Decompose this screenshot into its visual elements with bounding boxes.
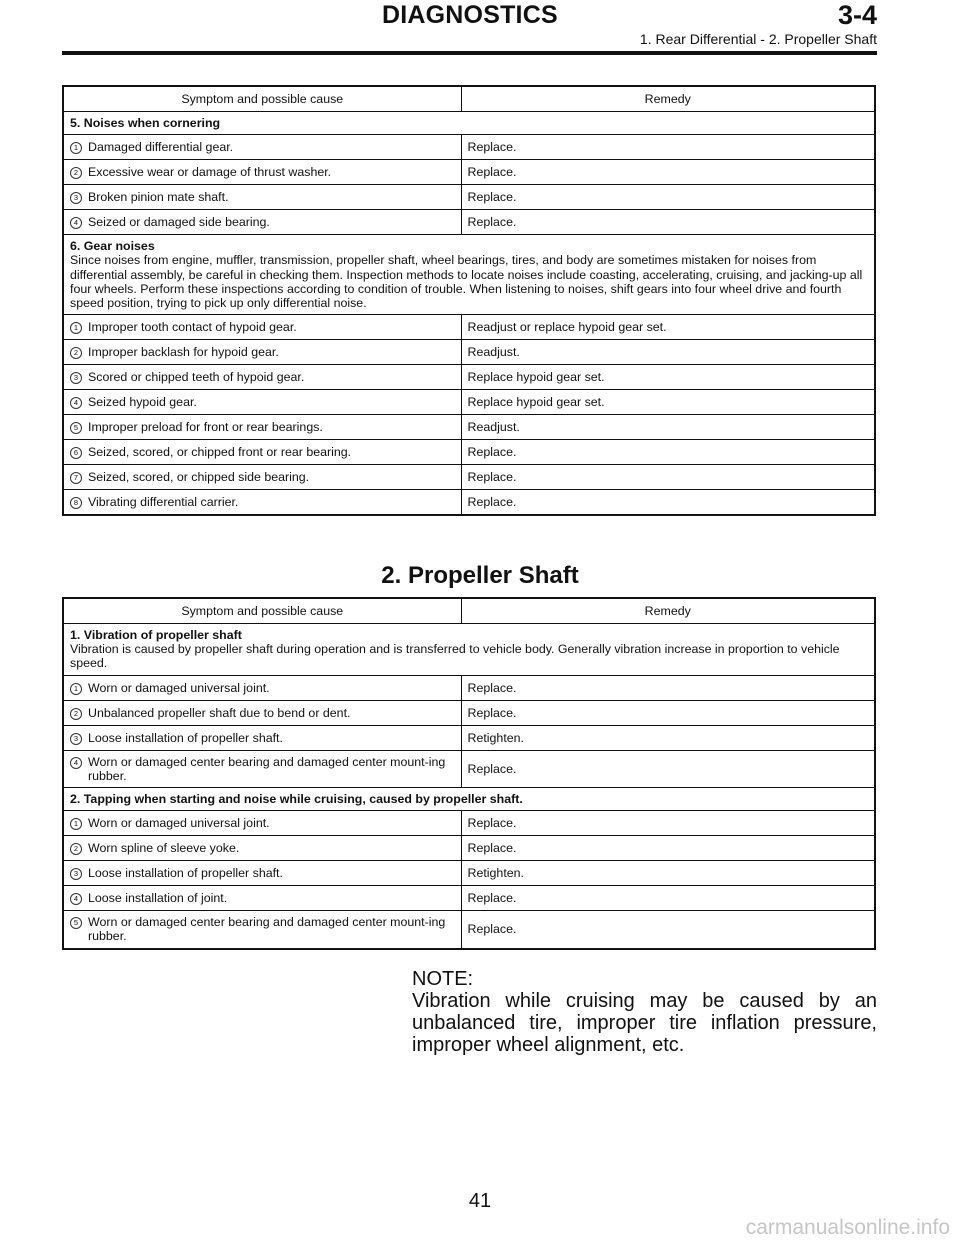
cause-text: Worn or damaged universal joint. (88, 816, 270, 831)
remedy-cell: Retighten. (461, 861, 875, 886)
table-row (63, 160, 875, 185)
cause-cell (63, 811, 461, 836)
cause-cell (63, 135, 461, 160)
cause-text: Loose installation of joint. (88, 891, 228, 906)
cause-text: Unbalanced propeller shaft due to bend or dent. (88, 705, 351, 720)
circled-number-icon: 8 (70, 497, 82, 509)
table-row (63, 861, 875, 886)
cause-cell (63, 160, 461, 185)
cause-text: Seized hypoid gear. (88, 395, 197, 410)
remedy-cell: Replace. (461, 700, 875, 725)
note-label: NOTE: (412, 968, 474, 990)
symptom-group-description: Vibration is caused by propeller shaft during operation and is transferred to vehicle body. Generally vibration increase in proportion to vehicle speed. (70, 642, 840, 671)
symptom-group-cell (63, 788, 875, 811)
symptom-group-title: 2. Tapping when starting and noise while cruising, caused by propeller shaft. (70, 792, 523, 807)
watermark: carmanualsonline.info (745, 1216, 950, 1239)
note (412, 968, 877, 1056)
cause-text: Loose installation of propeller shaft. (88, 730, 283, 745)
table-row (63, 725, 875, 750)
circled-number-icon: 2 (70, 167, 82, 179)
circled-number-icon: 5 (70, 917, 82, 929)
cause-text: Excessive wear or damage of thrust washer. (88, 165, 332, 180)
cause-cell (63, 365, 461, 390)
remedy-cell: Replace. (461, 135, 875, 160)
remedy-cell: Replace hypoid gear set. (461, 365, 875, 390)
cause-cell (63, 185, 461, 210)
circled-number-icon: 6 (70, 447, 82, 459)
table-row (63, 315, 875, 340)
table-row (63, 700, 875, 725)
cause-text: Seized, scored, or chipped front or rear bearing. (88, 445, 352, 460)
remedy-cell: Readjust or replace hypoid gear set. (461, 315, 875, 340)
circled-number-icon: 4 (70, 397, 82, 409)
cause-cell (63, 315, 461, 340)
table-row (63, 440, 875, 465)
page-header (62, 0, 877, 60)
cause-text: Seized or damaged side bearing. (88, 215, 270, 230)
cause-text: Broken pinion mate shaft. (88, 190, 229, 205)
propeller-shaft-heading: 2. Propeller Shaft (381, 562, 579, 589)
circled-number-icon: 4 (70, 217, 82, 229)
table-row (63, 415, 875, 440)
section-title: DIAGNOSTICS (382, 1, 558, 29)
symptom-group-title: 6. Gear noises (70, 239, 155, 254)
cause-cell (63, 440, 461, 465)
remedy-cell: Replace. (461, 811, 875, 836)
remedy-cell: Replace. (461, 836, 875, 861)
cause-cell (63, 861, 461, 886)
circled-number-icon: 1 (70, 322, 82, 334)
cause-text: Scored or chipped teeth of hypoid gear. (88, 370, 305, 385)
table-row (63, 390, 875, 415)
section-number: 3-4 (837, 0, 877, 30)
header-rule (62, 51, 877, 55)
remedy-cell: Replace hypoid gear set. (461, 390, 875, 415)
table-row (63, 911, 875, 949)
cause-cell (63, 836, 461, 861)
symptom-group-cell (63, 235, 875, 315)
cause-cell (63, 210, 461, 235)
symptom-group-row (63, 235, 875, 315)
cause-text: Improper tooth contact of hypoid gear. (88, 320, 297, 335)
table-header-row (63, 598, 875, 624)
circled-number-icon: 3 (70, 192, 82, 204)
circled-number-icon: 2 (70, 347, 82, 359)
cause-text: Worn or damaged universal joint. (88, 680, 270, 695)
cause-cell (63, 886, 461, 911)
circled-number-icon: 7 (70, 472, 82, 484)
cause-cell (63, 700, 461, 725)
circled-number-icon: 2 (70, 843, 82, 855)
symptom-column-header: Symptom and possible cause (63, 598, 461, 624)
cause-text: Loose installation of propeller shaft. (88, 866, 283, 881)
table-row (63, 340, 875, 365)
remedy-cell: Replace. (461, 210, 875, 235)
cause-cell (63, 340, 461, 365)
circled-number-icon: 2 (70, 708, 82, 720)
remedy-cell: Replace. (461, 185, 875, 210)
circled-number-icon: 3 (70, 868, 82, 880)
cause-cell (63, 465, 461, 490)
table-row (63, 490, 875, 516)
remedy-column-header: Remedy (461, 598, 875, 624)
cause-cell (63, 911, 461, 949)
remedy-cell: Readjust. (461, 340, 875, 365)
table-row (63, 811, 875, 836)
circled-number-icon: 3 (70, 733, 82, 745)
note-text: Vibration while cruising may be caused by an unbalanced tire, improper tire inflation pressure, improper wheel alignment, etc. (412, 990, 877, 1056)
remedy-cell: Replace. (461, 490, 875, 516)
cause-text: Damaged differential gear. (88, 140, 234, 155)
remedy-cell: Replace. (461, 750, 875, 787)
cause-cell (63, 490, 461, 516)
cause-cell (63, 675, 461, 700)
table-row (63, 210, 875, 235)
table-row (63, 185, 875, 210)
circled-number-icon: 4 (70, 893, 82, 905)
circled-number-icon: 4 (70, 757, 82, 769)
circled-number-icon: 5 (70, 422, 82, 434)
cause-text: Improper preload for front or rear bearings. (88, 420, 323, 435)
table-header-row (63, 86, 875, 112)
table-row (63, 886, 875, 911)
symptom-group-title: 5. Noises when cornering (70, 116, 221, 130)
cause-cell (63, 415, 461, 440)
symptom-group-row (63, 112, 875, 135)
cause-text: Vibrating differential carrier. (88, 495, 239, 510)
cause-cell (63, 390, 461, 415)
section-subtitle: 1. Rear Differential - 2. Propeller Shaft (639, 31, 877, 47)
symptom-group-description: Since noises from engine, muffler, transmission, propeller shaft, wheel bearings, tires, and body are sometimes mistaken for noises from differential assembly, be careful in checking them. Inspection methods to locate noises include coasting, accelerating, cruising, and jacking-up all four wheels. Perform these inspections according to condition of trouble. When listening to noises, shift gears into four wheel drive and fourth speed position, trying to pick up only differential noise. (70, 253, 863, 311)
symptom-group-cell (63, 624, 875, 676)
symptom-group-title: 1. Vibration of propeller shaft (70, 628, 242, 642)
cause-text: Improper backlash for hypoid gear. (88, 345, 279, 360)
remedy-column-header: Remedy (461, 86, 875, 112)
remedy-cell: Replace. (461, 886, 875, 911)
propeller-shaft-table (62, 597, 876, 950)
symptom-group-cell (63, 112, 875, 135)
cause-cell (63, 750, 461, 787)
remedy-cell: Replace. (461, 911, 875, 949)
symptom-column-header: Symptom and possible cause (63, 86, 461, 112)
rear-differential-table (62, 85, 876, 516)
symptom-group-row (63, 624, 875, 676)
table-row (63, 465, 875, 490)
remedy-cell: Replace. (461, 465, 875, 490)
remedy-cell: Retighten. (461, 725, 875, 750)
cause-text: Worn or damaged center bearing and damaged center mount-ing rubber. (88, 754, 446, 783)
remedy-cell: Replace. (461, 160, 875, 185)
cause-text: Seized, scored, or chipped side bearing. (88, 470, 310, 485)
circled-number-icon: 1 (70, 818, 82, 830)
circled-number-icon: 3 (70, 372, 82, 384)
remedy-cell: Replace. (461, 675, 875, 700)
circled-number-icon: 1 (70, 683, 82, 695)
table-row (63, 675, 875, 700)
table-row (63, 750, 875, 787)
circled-number-icon: 1 (70, 142, 82, 154)
cause-text: Worn or damaged center bearing and damaged center mount-ing rubber. (88, 915, 446, 944)
table-row (63, 836, 875, 861)
cause-cell (63, 725, 461, 750)
symptom-group-row (63, 788, 875, 811)
table-row (63, 365, 875, 390)
cause-text: Worn spline of sleeve yoke. (88, 841, 240, 856)
remedy-cell: Replace. (461, 440, 875, 465)
remedy-cell: Readjust. (461, 415, 875, 440)
table-row (63, 135, 875, 160)
page-number: 41 (468, 1190, 492, 1212)
